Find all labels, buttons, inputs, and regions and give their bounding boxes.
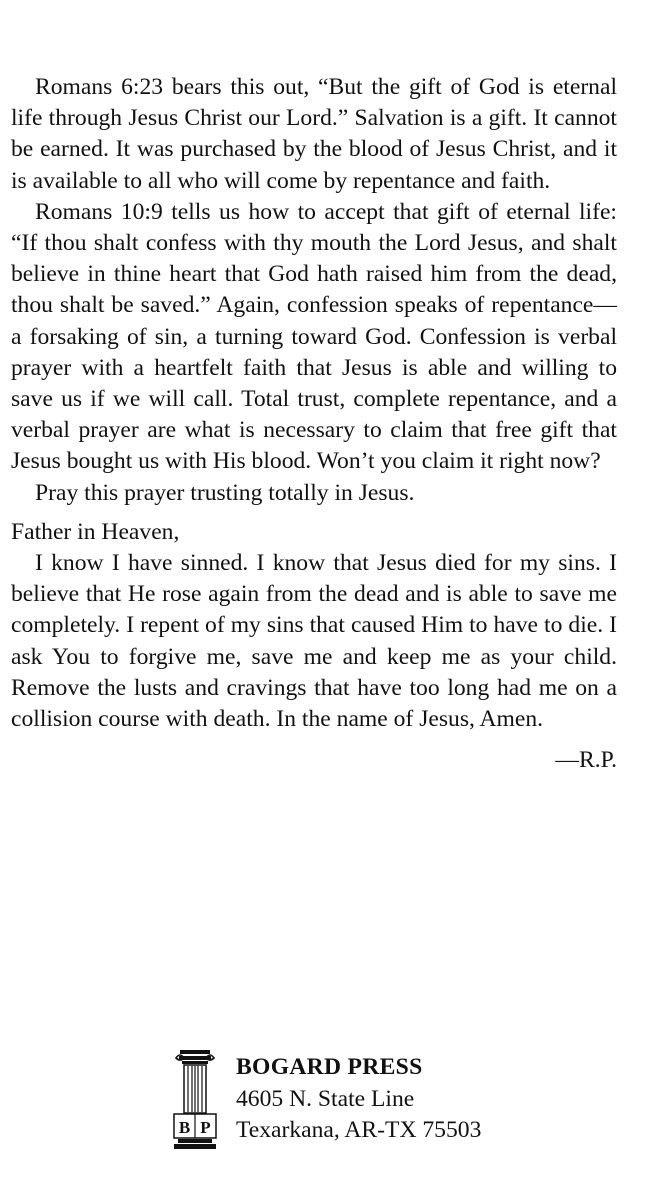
publisher-address-line2: Texarkana, AR-TX 75503 <box>236 1117 482 1143</box>
paragraph-romans-6-23: Romans 6:23 bears this out, “But the gift of God is eternal life through Jesus Christ our Lord.” Salvation is a gift. It cannot be earned. It was purchased by the blood of Jesus Christ, and it is available to all who will come by repentance and faith. <box>11 74 617 194</box>
signature: —R.P. <box>555 747 617 774</box>
logo-letter-b: B <box>178 1118 191 1137</box>
publisher-name: BOGARD PRESS <box>236 1054 423 1080</box>
prayer-salutation: Father in Heaven, <box>11 518 180 545</box>
publisher-block <box>170 1048 590 1158</box>
column-logo-icon <box>170 1048 226 1153</box>
publisher-text <box>236 1052 481 1147</box>
prayer-text: I know I have sinned. I know that Jesus died for my sins. I believe that He rose again from the dead and is able to save me completely. I repent of my sins that caused Him to have to die. I ask You to forgive me, save me and keep me as your child. Remove the lusts and cravings that have too long had me on a collision course with death. In the name of Jesus, Amen. <box>11 550 617 733</box>
body-text <box>11 72 617 776</box>
logo-letter-p: P <box>200 1118 211 1137</box>
paragraph-romans-10-9: Romans 10:9 tells us how to accept that gift of eternal life: “If thou shalt confess with thy mouth the Lord Jesus, and shalt believe in thine heart that God hath raised him from the dead, thou shalt be saved.” Again, confession speaks of repentance—a forsaking of sin, a turning toward God. Confession is verbal prayer with a heartfelt faith that Jesus is able and willing to save us if we will call. Total trust, complete repentance, and a verbal prayer are what is necessary to claim that free gift that Jesus bought us with His blood. Won’t you claim it right now? <box>11 198 617 475</box>
publisher-address-line1: 4605 N. State Line <box>236 1085 415 1112</box>
paragraph-pray-instruction: Pray this prayer trusting totally in Jesus. <box>35 479 415 506</box>
